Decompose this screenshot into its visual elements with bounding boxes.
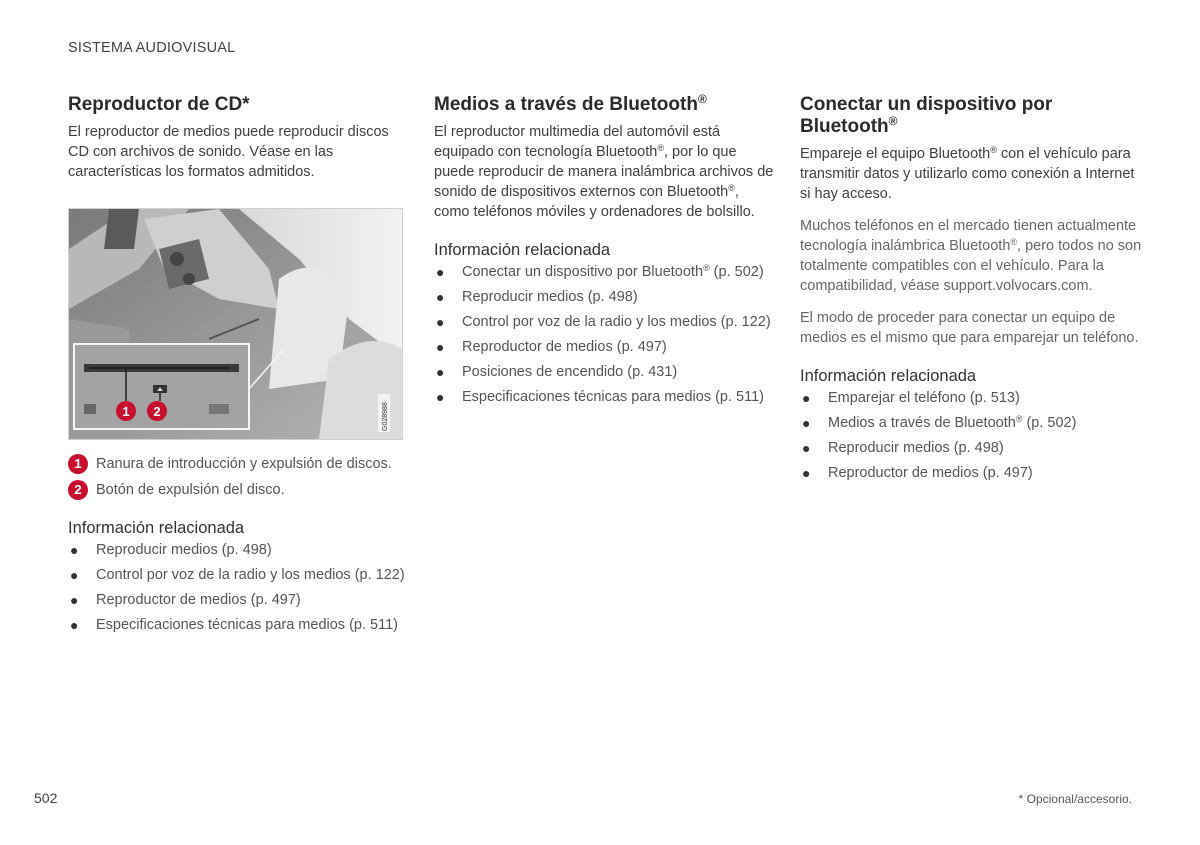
callout-badge: 2	[68, 480, 88, 500]
bluetooth-media-title: Medios a través de Bluetooth®	[434, 92, 707, 115]
related-info-list	[68, 540, 408, 635]
section-header: SISTEMA AUDIOVISUAL	[68, 40, 236, 56]
callout-text: Botón de expulsión del disco.	[96, 482, 285, 498]
related-link[interactable]: ● Reproducir medios (p. 498)	[70, 542, 272, 558]
callout-list	[68, 454, 408, 500]
callout-item	[68, 480, 408, 500]
connect-bluetooth-body-2: Muchos teléfonos en el mercado tienen actualmente tecnología inalámbrica Bluetooth®, pero todos no son totalmente compatibles con el vehículo. Para la compatibilidad, véase support.volvocars.com.	[800, 218, 1142, 294]
callout-text: Ranura de introducción y expulsión de discos.	[96, 456, 392, 472]
callout-1-label: 1	[122, 404, 130, 419]
related-info-heading: Información relacionada	[434, 241, 611, 259]
callout-item	[68, 454, 408, 474]
related-link[interactable]: ● Especificaciones técnicas para medios (p. 511)	[436, 389, 764, 405]
related-link[interactable]: ● Control por voz de la radio y los medios (p. 122)	[436, 314, 771, 330]
related-link[interactable]: ● Reproductor de medios (p. 497)	[436, 339, 667, 355]
connect-bluetooth-body-1: Empareje el equipo Bluetooth® con el vehículo para transmitir datos y utilizarlo como conexión a Internet si hay acceso.	[800, 145, 1135, 202]
related-link[interactable]: ● Reproducir medios (p. 498)	[436, 289, 638, 305]
cd-player-body: El reproductor de medios puede reproducir discos CD con archivos de sonido. Véase en las características los formatos admitidos.	[68, 124, 389, 180]
callout-badge: 1	[68, 454, 88, 474]
column-cd-player	[68, 94, 408, 640]
figure-code: G028988	[382, 402, 389, 431]
related-link[interactable]: ● Conectar un dispositivo por Bluetooth® (p. 502)	[436, 263, 764, 280]
column-bluetooth-media	[434, 94, 774, 412]
page-number: 502	[34, 790, 58, 806]
column-connect-bluetooth	[800, 94, 1145, 488]
related-link[interactable]: ● Reproductor de medios (p. 497)	[70, 592, 301, 608]
related-link[interactable]: ● Posiciones de encendido (p. 431)	[436, 364, 678, 380]
connect-bluetooth-title: Conectar un dispositivo por Bluetooth®	[800, 94, 1053, 137]
related-info-list	[434, 262, 774, 407]
related-link[interactable]: ● Especificaciones técnicas para medios (p. 511)	[70, 617, 398, 633]
callout-2-label: 2	[153, 404, 161, 419]
connect-bluetooth-body-3: El modo de proceder para conectar un equipo de medios es el mismo que para emparejar un teléfono.	[800, 310, 1139, 346]
related-link[interactable]: ● Reproducir medios (p. 498)	[802, 440, 1004, 456]
related-link[interactable]: ● Control por voz de la radio y los medios (p. 122)	[70, 567, 405, 583]
related-link[interactable]: ● Reproductor de medios (p. 497)	[802, 465, 1033, 481]
footnote: * Opcional/accesorio.	[1018, 792, 1132, 806]
related-link[interactable]: ● Emparejar el teléfono (p. 513)	[802, 390, 1020, 406]
cd-player-title: Reproductor de CD*	[68, 94, 250, 115]
related-link[interactable]: ● Medios a través de Bluetooth® (p. 502)	[802, 414, 1077, 431]
car-console-illustration	[69, 209, 402, 439]
related-info-heading: Información relacionada	[800, 367, 977, 385]
related-info-heading: Información relacionada	[68, 519, 245, 537]
related-info-list	[800, 388, 1145, 483]
cd-player-figure	[68, 208, 403, 440]
bluetooth-media-body: El reproductor multimedia del automóvil está equipado con tecnología Bluetooth®, por lo que puede reproducir de manera inalámbrica archivos de sonido de dispositivos externos con Bluetooth®, como teléfonos móviles y ordenadores de bolsillo.	[434, 124, 774, 220]
